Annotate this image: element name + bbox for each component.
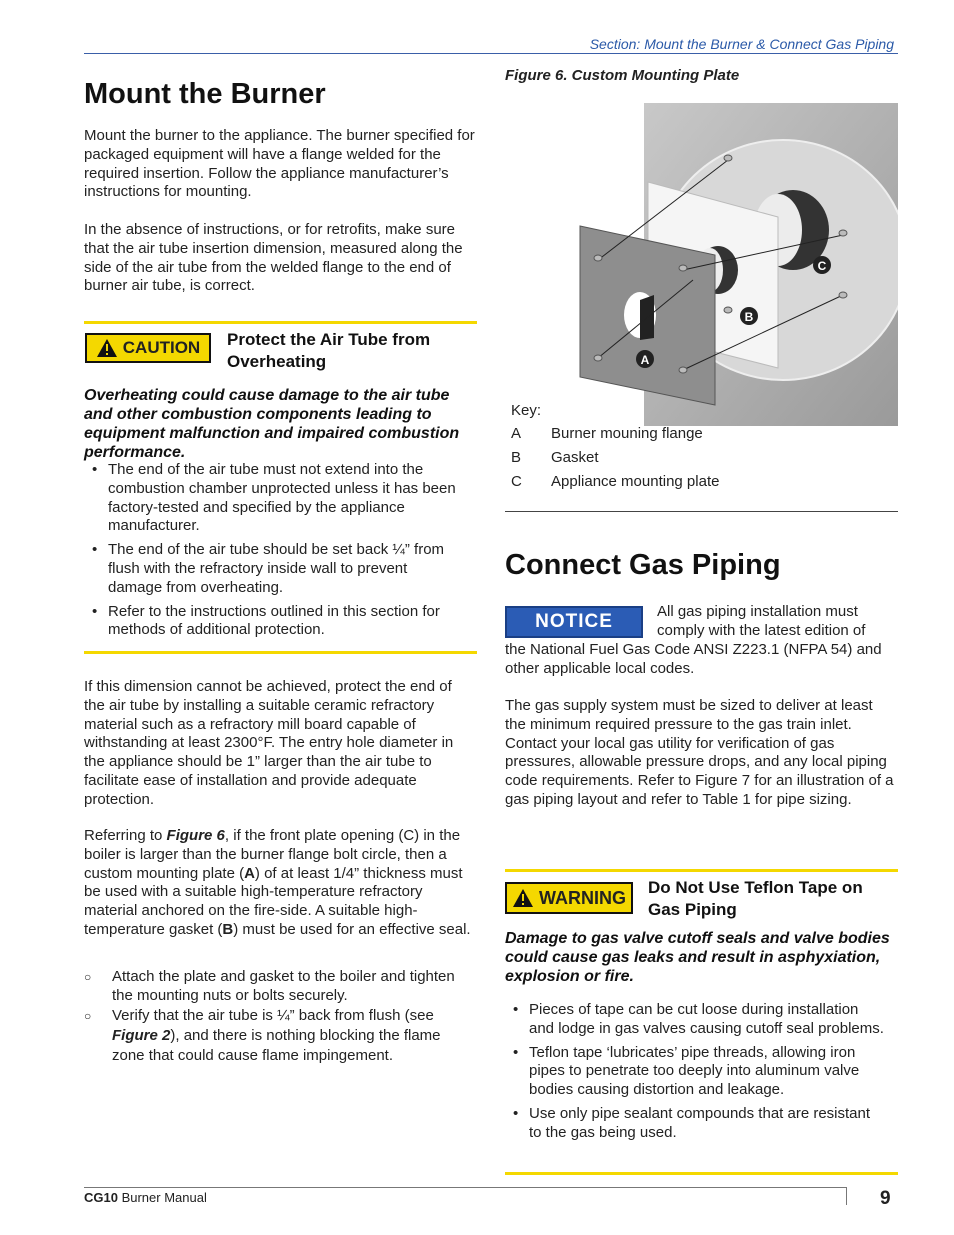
key-letter: A — [511, 425, 522, 442]
figure-key — [511, 422, 719, 494]
list-item: • Use only pipe sealant compounds that are resistant to the gas being used. — [505, 1105, 885, 1143]
para4-text: ) must be used for an effective seal. — [233, 920, 471, 938]
caution-label-text: CAUTION — [122, 338, 201, 357]
notice-text-b: the National Fuel Gas Code ANSI Z223.1 (NFPA 54) and other applicable local codes. — [505, 641, 882, 677]
list-item: • The end of the air tube should be set back ¼” from flush with the refractory inside wall to prevent damage from overheating. — [84, 541, 464, 597]
callout-a-label: A — [640, 353, 650, 367]
mount-step-list — [84, 968, 474, 1066]
mount-para-2: In the absence of instructions, or for retrofits, make sure that the air tube insertion dimension, measured along the side of the air tube from the welded flange to the end of burner air tube, is correct. — [84, 221, 463, 295]
caution-statement: Overheating could cause damage to the air tube and other combustion components leading to equipment malfunction and impaired combustion performance. — [84, 387, 460, 461]
mount-para-1: Mount the burner to the appliance. The burner specified for packaged equipment will have a flange welded for the required insertion. Follow the appliance manufacturer’s instructions for mounting. — [84, 127, 475, 201]
warning-title: Do Not Use Teflon Tape on Gas Piping — [648, 878, 863, 919]
caution-bottom-rule — [84, 651, 477, 654]
figure-6-reference: Figure 6 — [166, 827, 225, 844]
page-number: 9 — [880, 1188, 891, 1209]
figure-caption: Figure 6. Custom Mounting Plate — [505, 67, 740, 84]
mount-para-4 — [84, 827, 476, 940]
list-item: • The end of the air tube must not extend into the combustion chamber unprotected unless it has been factory-tested and specified by the appliance manufacturer. — [84, 461, 464, 536]
callout-b-reference: B — [222, 920, 234, 938]
list-item — [84, 1006, 474, 1066]
warning-triangle-icon — [512, 888, 534, 908]
warning-label-text: WARNING — [539, 887, 626, 908]
caution-label — [85, 333, 211, 363]
footer-divider — [846, 1187, 847, 1205]
warning-top-rule — [505, 869, 898, 872]
key-row — [511, 470, 719, 494]
callout-b-label: B — [744, 310, 754, 324]
warning-triangle-icon — [96, 338, 118, 358]
notice-label: NOTICE — [505, 606, 643, 638]
list-item: ○ Attach the plate and gasket to the boiler and tighten the mounting nuts or bolts securely. — [84, 968, 474, 1006]
warning-bottom-rule — [505, 1172, 898, 1175]
warning-statement: Damage to gas valve cutoff seals and valve bodies could cause gas leaks and result in asphyxiation, explosion or fire. — [505, 930, 890, 985]
connect-gas-title: Connect Gas Piping — [505, 549, 781, 581]
step2-text: Verify that the air tube is ¼” back from flush (see — [112, 1006, 434, 1024]
key-text: Burner mouning flange — [551, 425, 703, 442]
footer-manual: Burner Manual — [117, 1190, 207, 1205]
key-row — [511, 422, 719, 446]
key-row — [511, 446, 719, 470]
para4-text: Referring to — [84, 827, 167, 844]
key-title: Key: — [511, 402, 542, 419]
key-letter: B — [511, 449, 522, 466]
mounting-plate-illustration — [578, 100, 898, 430]
para4-text: ) of at least 1/4” thickness must be used with a suitable high-temperature refractory material anchored on the fire-side. A suitable high-temperature gasket ( — [84, 864, 463, 938]
figure-2-reference: Figure 2 — [112, 1026, 171, 1044]
key-letter: C — [511, 473, 522, 490]
list-item: • Teflon tape ‘lubricates’ pipe threads, allowing iron pipes to penetrate too deeply into aluminum valve bodies causing distortion and leakage. — [505, 1044, 885, 1100]
callout-a-reference: A — [244, 864, 255, 882]
section-header: Section: Mount the Burner & Connect Gas Piping — [589, 36, 894, 52]
para4-text: , if the front plate opening (C) in the boiler is larger than the burner flange bolt circle, then a custom mounting plate ( — [84, 827, 461, 882]
key-text: Appliance mounting plate — [551, 473, 720, 490]
mount-para-3: If this dimension cannot be achieved, protect the end of the air tube by installing a suitable ceramic refractory material such as a refractory mill board capable of withstanding at least 2300°F. The entry hole diameter in the appliance should be 1” larger than the air tube to facilitate ease of installation and provide adequate protection. — [84, 678, 454, 808]
footer-rule — [84, 1187, 846, 1188]
list-item: • Pieces of tape can be cut loose during installation and lodge in gas valves causing cutoff seal problems. — [505, 1001, 885, 1039]
mount-burner-title: Mount the Burner — [84, 78, 326, 110]
footer-manual-title — [84, 1190, 207, 1205]
caution-top-rule — [84, 321, 477, 324]
warning-label — [505, 882, 633, 914]
footer-model: CG10 — [84, 1190, 118, 1205]
figure-divider — [505, 511, 898, 512]
warning-bullet-list — [505, 1001, 885, 1148]
caution-bullet-list — [84, 461, 464, 645]
step2-text: ), and there is nothing blocking the flame zone that could cause flame impingement. — [112, 1026, 441, 1064]
notice-text-a: All gas piping installation must comply with the latest edition of — [657, 603, 866, 639]
header-rule — [84, 53, 898, 54]
callout-c-label: C — [817, 259, 827, 273]
gas-para-1: The gas supply system must be sized to deliver at least the minimum required pressure to the gas train inlet. Contact your local gas utility for verification of gas pressures, allowable pressure drops, and any local piping code requirements. Refer to Figure 7 for an illustration of a gas piping layout and refer to Table 1 for pipe sizing. — [505, 697, 894, 808]
key-text: Gasket — [551, 449, 599, 466]
list-item: • Refer to the instructions outlined in this section for methods of additional protection. — [84, 603, 464, 641]
caution-title: Protect the Air Tube from Overheating — [227, 330, 431, 371]
